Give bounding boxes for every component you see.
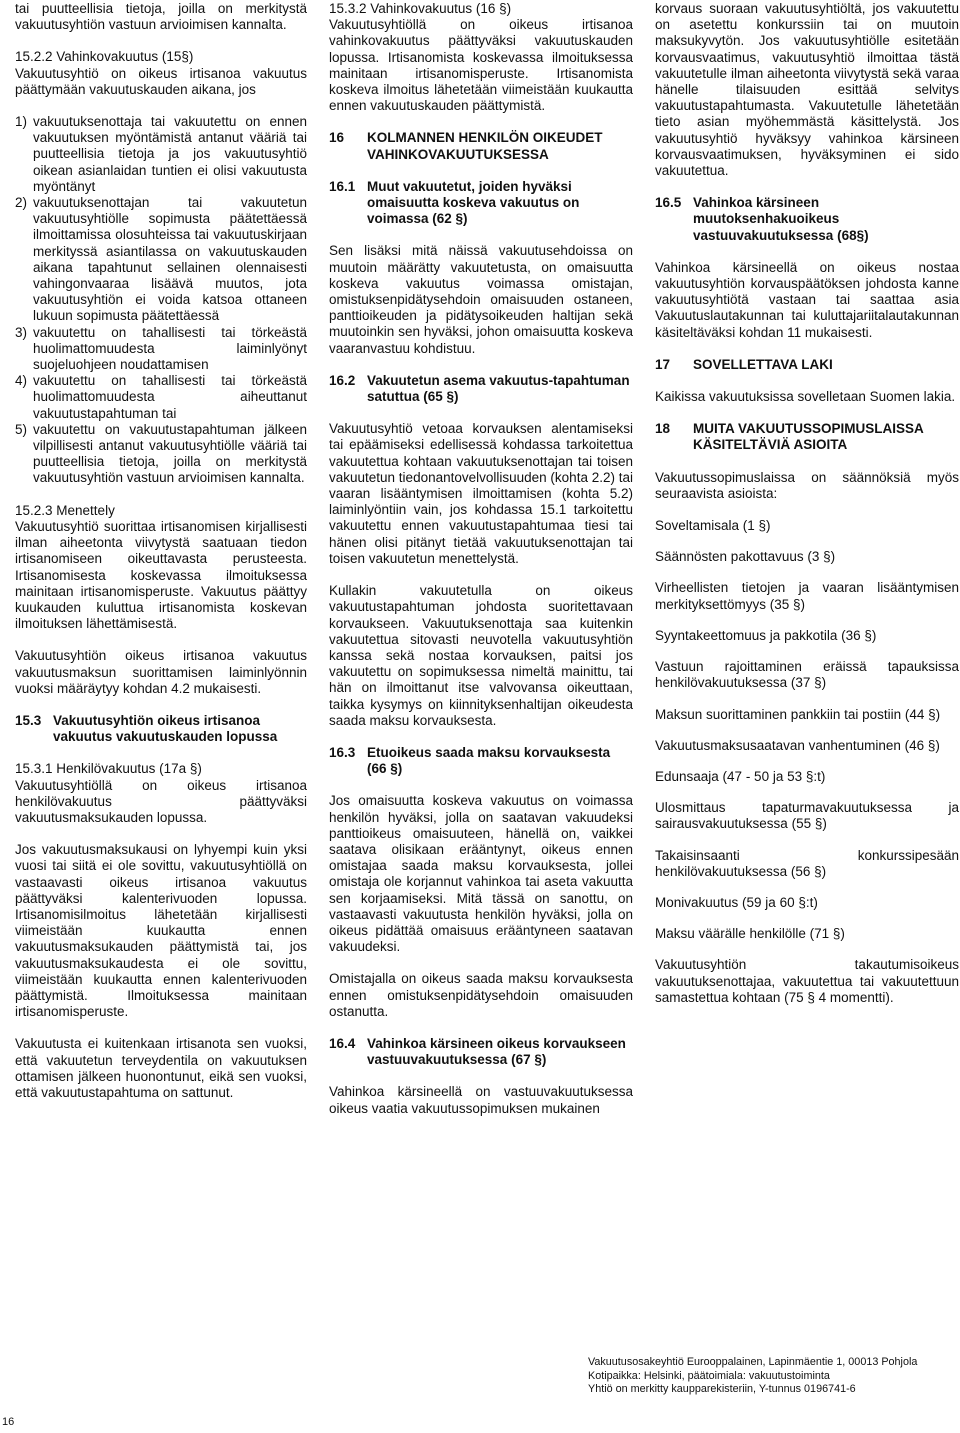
list-item: Maksun suorittaminen pankkiin tai postiin (44 §) [655,706,941,722]
item-number: 3) [15,324,28,340]
section-title: Etuoikeus saada maksu korvauksesta (66 §) [367,744,611,777]
section-16-1-heading [329,179,633,228]
section-15-3-1-paragraph-2: Jos vakuutusmaksukausi on lyhyempi kuin yksi vuosi tai siitä ei ole sovittu, vakuutusyhtiöllä on vastaavasti oikeus irtisanoa vakuutus päättyväksi kalenterivuoden lopussa. Irtisanomisilmoitus lähetetään kirjallisesti viimeistään kuukautta ennen vakuutusmaksukauden päättymistä tai, jos vakuutusmaksukaudesta ei ole sovittu, viimeistään kuukautta ennen kalenterivuoden päättymistä. Ilmoituksessa mainitaan irtisanomisperuste. [15,842,307,1020]
list-item [15,114,307,195]
section-15-2-2-heading: 15.2.2 Vahinkovakuutus (15§) [15,49,194,65]
section-18-list [655,518,959,1006]
section-number: 15.3 [15,712,42,728]
section-15-3-2-heading: 15.3.2 Vahinkovakuutus (16 §) [329,1,512,16]
section-15-3-2-paragraph: Vakuutusyhtiöllä on oikeus irtisanoa vahinkovakuutus päättyväksi vakuutuskauden lopussa. Irtisanomista koskevassa ilmoituksessa mainitaan irtisanomisperuste. Irtisanomista koskeva ilmoitus lähetetään viimeistään kuukautta ennen vakuutuskauden päättymistä. [329,17,633,114]
list-item: Soveltamisala (1 §) [655,518,771,534]
section-16-2-paragraph-1: Vakuutusyhtiö vetoaa korvauksen alentamiseksi tai epäämiseksi edellisessä kohdassa tarkoitettua vakuutettua kohtaan vakuutuksenottajan tai toisen vakuutetun tiedonantovelvollisuuden (kohta 2.2) tai vaaran lisääntymisen ilmoittamisen (kohta 5.2) laiminlyöntiin vain, jos kohdassa 15.1 tarkoitettu vakuutettu ennen vakuutustapahtumaa tiesi tai hänen olisi pitänyt tietää vakuutuksenottajan tai toisen vakuutetun menettelystä. [329,421,633,566]
section-16-4-heading [329,1036,633,1068]
column-right [655,0,959,1021]
section-title: Vahinkoa kärsineen oikeus korvaukseen vastuuvakuutuksessa (67 §) [367,1035,626,1068]
section-15-2-3-heading: 15.2.3 Menettely [15,502,115,518]
list-item [15,422,307,487]
section-title: Vakuutetun asema vakuutus-tapahtuman satuttua (65 §) [367,372,630,405]
company-footer [588,1356,917,1397]
section-15-2-2-list [15,114,307,487]
list-item [15,373,307,422]
page-number: 16 [2,1416,15,1428]
section-16-heading [329,130,633,162]
item-text: vakuutuksenottaja tai vakuutettu on ennen vakuutuksen myöntämistä antanut vääriä tai puutteellisia tietoja ja jos vakuutusyhtiö oikean asianlaidan tuntien ei olisi vakuutusta myöntänyt [33,114,307,194]
list-item: Ulosmittaus tapaturmavakuutuksessa ja sairausvakuutuksessa (55 §) [655,800,959,832]
section-title: MUITA VAKUUTUSSOPIMUSLAISSA KÄSITELTÄVIÄ ASIOITA [693,421,924,453]
footer-line-address: Vakuutusosakeyhtiö Eurooppalainen, Lapinmäentie 1, 00013 Pohjola [588,1356,918,1368]
section-16-4-paragraph: Vahinkoa kärsineellä on vastuuvakuutuksessa oikeus vaatia vakuutussopimuksen mukainen [329,1084,633,1116]
item-text: vakuutettu on tahallisesti tai törkeästä huolimattomuudesta aiheuttanut vakuutustapahtuman tai [33,373,307,421]
footer-line-domicile: Kotipaikka: Helsinki, päätoimiala: vakuutustoiminta [588,1369,830,1382]
list-item: Syyntakeettomuus ja pakkotila (36 §) [655,627,877,643]
section-title: Muut vakuutetut, joiden hyväksi omaisuutta koskeva vakuutus on voimassa (62 §) [367,178,580,227]
section-15-2-2-lead: Vakuutusyhtiö on oikeus irtisanoa vakuutus päättymään vakuutuskauden aikana, jos [15,65,307,97]
column-left [15,0,307,1117]
list-item: Virheellisten tietojen ja vaaran lisääntymisen merkityksettömyys (35 §) [655,580,959,612]
section-15-3-1-paragraph-3: Vakuutusta ei kuitenkaan irtisanota sen vuoksi, että vakuutetun terveydentila on vakuutuksen ottamisen jälkeen huonontunut, eikä sen vuoksi, että vakuutustapahtuma on sattunut. [15,1036,307,1100]
section-number: 16.5 [655,195,682,211]
list-item: Vastuun rajoittaminen eräissä tapauksissa henkilövakuutuksessa (37 §) [655,659,959,691]
section-number: 16.1 [329,178,356,194]
item-text: vakuutettu on tahallisesti tai törkeästä huolimattomuudesta laiminlyönyt suojeluohjeen noudattamisen [33,324,307,373]
section-15-3-1-heading: 15.3.1 Henkilövakuutus (17a §) [15,761,202,777]
list-item: Vakuutusyhtiön takautumisoikeus vakuutuksenottajaa, vakuutettua tai vakuutettuun samastettua kohtaan (75 § 4 momentti). [655,957,959,1005]
item-number: 5) [15,421,28,437]
item-number: 2) [15,195,28,211]
section-17-paragraph: Kaikissa vakuutuksissa sovelletaan Suomen lakia. [655,389,956,405]
list-item: Säännösten pakottavuus (3 §) [655,549,836,565]
section-number: 16.3 [329,744,356,760]
list-item: Maksu väärälle henkilölle (71 §) [655,926,845,942]
section-number: 16.4 [329,1035,356,1051]
section-title: Vahinkoa kärsineen muutoksenhakuoikeus vastuuvakuutuksessa (68§) [693,195,869,243]
list-item: Edunsaaja (47 - 50 ja 53 §:t) [655,768,826,784]
section-18-heading [655,421,959,453]
section-15-2-3-paragraph-1: Vakuutusyhtiö suorittaa irtisanomisen kirjallisesti ilman aiheetonta viivytystä saatuaan tiedon irtisanomiseen oikeuttavasta perusteesta. Irtisanomisesta koskevassa ilmoituksessa mainitaan irtisanomisperuste. Vakuutus päättyy kuukauden kuluttua irtisanomista koskevan ilmoituksen lähettämisestä. [15,518,307,632]
item-number: 4) [15,373,28,389]
section-16-2-paragraph-2: Kullakin vakuutetulla on oikeus vakuutustapahtuman johdosta suoritettavaan korvaukseen. Vakuutuksenottaja saa kuitenkin vakuutettua sitovasti neuvotella vakuutusyhtiön kanssa sekä nostaa korvauksen, paitsi jos vakuutettu on sopimuksessa nimeltä mainittu, tai hän on ilmoittanut itse valvovansa oikeuttaan, taikka kysymys on kiinnityksenhaltijan oikeudesta saada maksu korvauksesta. [329,583,633,728]
list-item: Takaisinsaanti konkurssipesään henkilövakuutuksessa (56 §) [655,847,959,879]
section-number: 18 [655,421,671,437]
section-16-3-heading [329,745,633,777]
section-16-2-heading [329,373,633,405]
section-16-5-paragraph: Vahinkoa kärsineellä on oikeus nostaa vakuutusyhtiön korvauspäätöksen johdosta kanne vakuutusyhtiötä vastaan tai saattaa asia Vakuutuslautakunnan tai kuluttajariitalautakunnan käsiteltäväksi kohdan 11 mukaisesti. [655,259,959,340]
item-number: 1) [15,114,28,130]
section-16-3-paragraph-2: Omistajalla on oikeus saada maksu korvauksesta ennen omistuksenpidätysehdoin omaisuuden ostanutta. [329,971,633,1019]
section-number: 16.2 [329,372,356,388]
section-title: KOLMANNEN HENKILÖN OIKEUDET VAHINKOVAKUUTUKSESSA [367,130,603,162]
section-number: 16 [329,130,345,146]
section-16-5-heading [655,195,959,244]
section-16-3-paragraph-1: Jos omaisuutta koskeva vakuutus on voimassa henkilön hyväksi, jolla on saatavan vakuudeksi panttioikeus omaisuuteen, hänellä on, vaikkei saatava olisikaan erääntynyt, oikeus ennen omistajaa saada maksu korvauksesta, jollei omistaja ole korjannut vahinkoa tai aseta vakuutta sen korjaamiseksi. Mitä tässä on sanottu, on vastaavasti vakuutusta henkilön hyväksi, jolla on oikeus pidättää omaisuus erääntyneen saatavan vakuudeksi. [329,793,633,955]
section-18-paragraph: Vakuutussopimuslaissa on säännöksiä myös seuraavista asioista: [655,469,959,501]
section-15-3-heading [15,713,307,745]
section-number: 17 [655,356,671,372]
intro-paragraph: tai puutteellisia tietoja, joilla on merkitystä vakuutusyhtiön vastuun arvioimisen kannalta. [15,1,307,33]
column-middle [329,0,633,1133]
section-title: Vakuutusyhtiön oikeus irtisanoa vakuutus vakuutuskauden lopussa [53,712,278,745]
section-15-3-1-paragraph-1: Vakuutusyhtiöllä on oikeus irtisanoa henkilövakuutus päättyväksi vakuutusmaksukauden lopussa. [15,777,307,825]
list-item: Monivakuutus (59 ja 60 §:t) [655,894,818,910]
section-title: SOVELLETTAVA LAKI [693,356,833,372]
list-item [15,325,307,374]
item-text: vakuutettu on vakuutustapahtuman jälkeen vilpillisesti antanut vakuutusyhtiölle vääriä tai puutteellisia tietoja, joilla on merkitystä vakuutusyhtiön vastuun arvioimisen kannalta. [33,421,307,486]
section-16-1-paragraph: Sen lisäksi mitä näissä vakuutusehdoissa on muutoin määrätty vakuutetusta, on omaisuutta koskeva vakuutus voimassa omistajan, omistuksenpidätysehdoin omaisuuden ostaneen, panttioikeuden ja pidätysoikeuden haltijan sekä muutoinkin sen hyväksi, johon omaisuutta koskeva vaaranvastuu kohdistuu. [329,243,633,356]
continued-paragraph: korvaus suoraan vakuutusyhtiöltä, jos vakuutettu on asetettu konkurssiin tai on muutoin maksukyvytön. Jos vakuutusyhtiölle esitetään korvausvaatimus, vakuutusyhtiö ilmoittaa tästä vakuutetulle ilman aiheetonta viivytystä sekä varaa hänelle tilaisuuden esittää selvitys vakuutustapahtumasta. Vakuutetulle lähetetään tieto asian myöhemmästä käsittelystä. Jos vakuutusyhtiö hyväksyy vahinkoa kärsineen korvausvaatimuksen, hyväksyminen ei sido vakuutettua. [655,1,959,179]
section-17-heading [655,357,959,373]
section-15-2-3-paragraph-2: Vakuutusyhtiön oikeus irtisanoa vakuutus vakuutusmaksun suorittamisen laiminlyönnin vuoksi määräytyy kohdan 4.2 mukaisesti. [15,648,307,696]
list-item [15,195,307,325]
item-text: vakuutuksenottajan tai vakuutetun vakuutusyhtiölle sopimusta päätettäessä ilmoittamissa olosuhteissa tai vakuutuskirjaan merkityssä asiantilassa on vakuutuskauden aikana tapahtunut sellainen olennaisesti vahingonvaaraa lisäävä muutos, jota vakuutusyhtiön ei voida katsoa ottaneen lukuun sopimusta päätettäessä [33,195,307,324]
footer-line-business-id: Yhtiö on merkitty kaupparekisteriin, Y-tunnus 0196741-6 [588,1383,856,1395]
list-item: Vakuutusmaksusaatavan vanhentuminen (46 §) [655,737,940,753]
